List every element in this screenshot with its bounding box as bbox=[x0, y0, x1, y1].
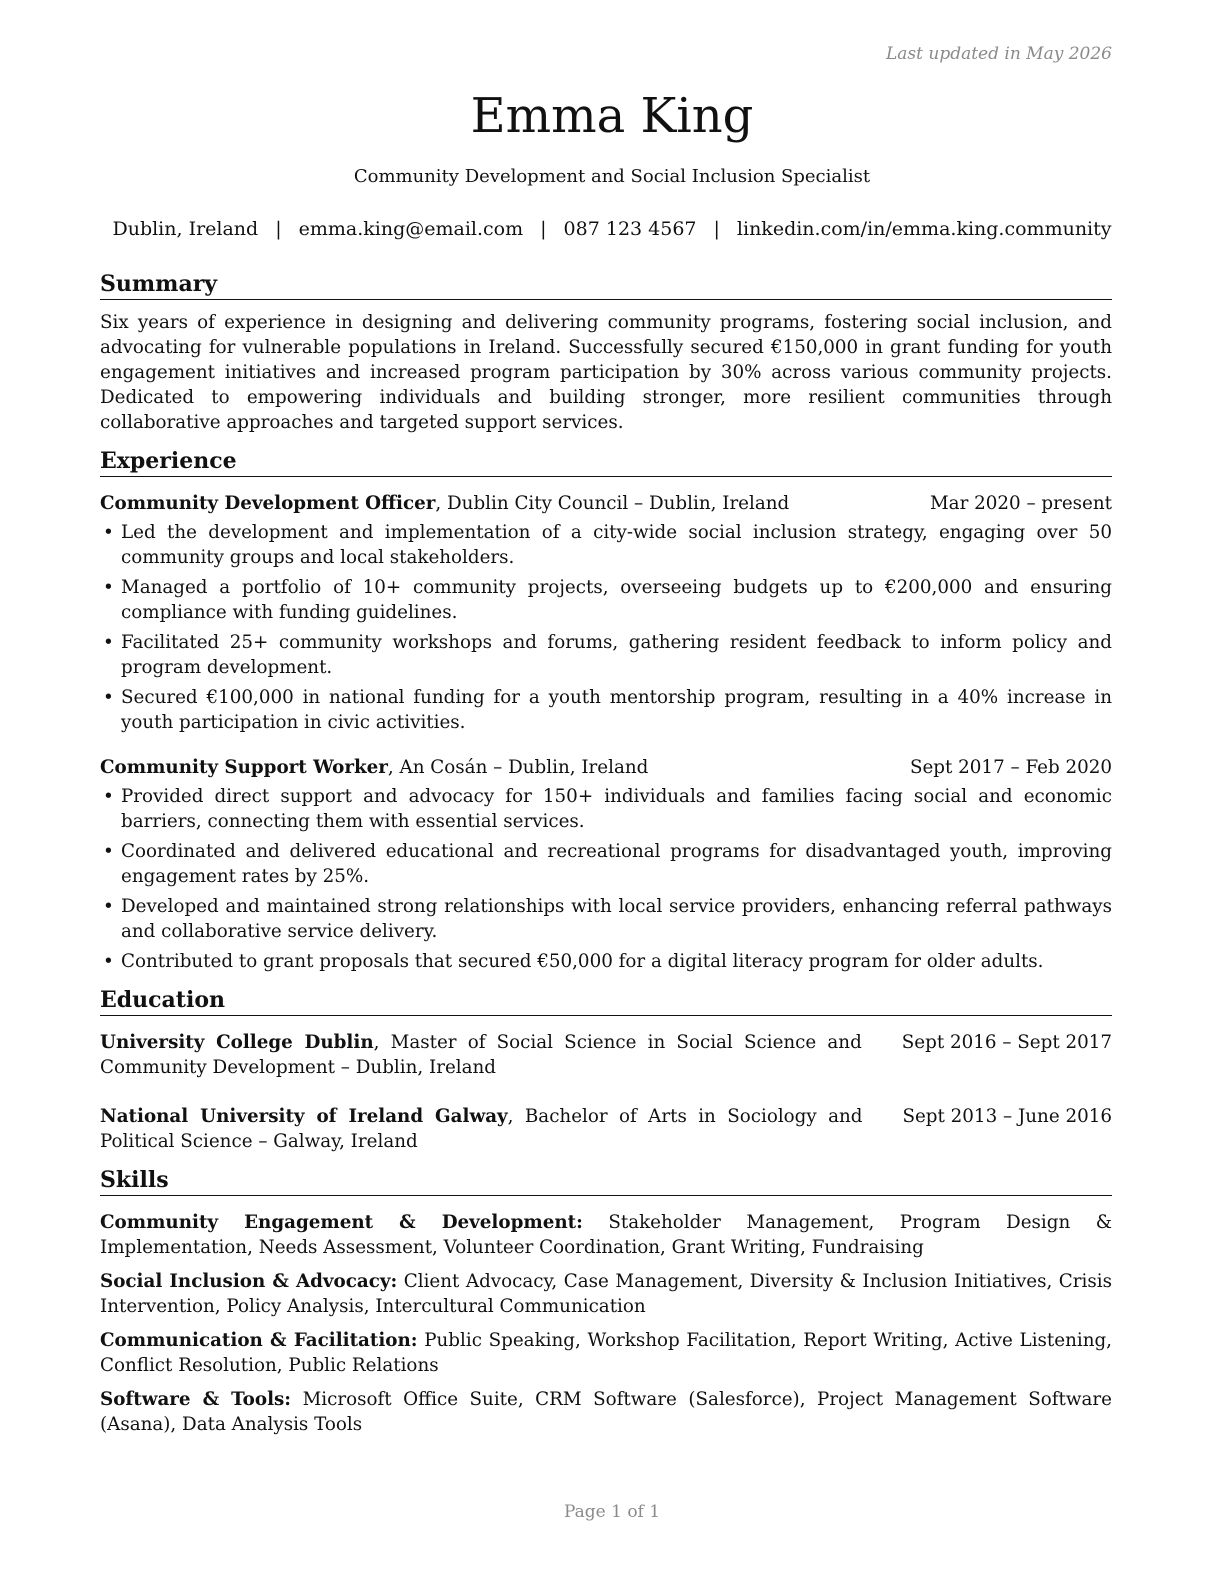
job-title-line bbox=[100, 755, 910, 780]
school-name: National University of Ireland Galway bbox=[100, 1106, 508, 1127]
job-entry bbox=[100, 755, 1112, 974]
job-dates: Mar 2020 – present bbox=[929, 493, 1112, 514]
bullet-text: Developed and maintained strong relationships with local service providers, enhancing referral pathways and collaborative service delivery. bbox=[121, 896, 1112, 942]
job-org: , An Cosán – Dublin, Ireland bbox=[387, 757, 649, 778]
education-title-line bbox=[100, 1030, 902, 1080]
contact-email[interactable]: emma.king@email.com bbox=[298, 218, 524, 240]
education-entry bbox=[100, 1104, 1112, 1154]
bullet-text: Secured €100,000 in national funding for a youth mentorship program, resulting in a 40% increase in youth participation in civic activities. bbox=[121, 687, 1112, 733]
skill-items: Microsoft Office Suite, CRM Software (Salesforce), Project Management Software (Asana), Data Analysis Tools bbox=[100, 1389, 1112, 1435]
skill-label: Communication & Facilitation: bbox=[100, 1330, 418, 1351]
contact-separator: | bbox=[275, 218, 282, 240]
skill-items: Public Speaking, Workshop Facilitation, Report Writing, Active Listening, Conflict Resolution, Public Relations bbox=[100, 1330, 1112, 1376]
job-bullets bbox=[100, 520, 1112, 735]
job-role: Community Development Officer bbox=[100, 493, 436, 514]
job-header bbox=[100, 491, 1112, 516]
bullet-text: Coordinated and delivered educational and recreational programs for disadvantaged youth, improving engagement rates by 25%. bbox=[121, 841, 1112, 887]
experience-section bbox=[100, 447, 1112, 974]
bullet-item bbox=[100, 949, 1112, 974]
bullet-text: Contributed to grant proposals that secured €50,000 for a digital literacy program for older adults. bbox=[121, 951, 1044, 972]
bullet-item bbox=[100, 575, 1112, 625]
school-name: University College Dublin bbox=[100, 1032, 374, 1053]
summary-text: Six years of experience in designing and delivering community programs, fostering social inclusion, and advocating for vulnerable populations in Ireland. Successfully secured €150,000 in grant funding for youth engagement initiatives and increased program participation by 30% across various community projects. Dedicated to empowering individuals and building stronger, more resilient communities through collaborative approaches and targeted support services. bbox=[100, 312, 1112, 433]
education-dates: Sept 2016 – Sept 2017 bbox=[901, 1032, 1112, 1053]
education-dates: Sept 2013 – June 2016 bbox=[902, 1106, 1112, 1127]
education-entry bbox=[100, 1030, 1112, 1080]
bullet-item bbox=[100, 520, 1112, 570]
last-updated-note: Last updated in May 2026 bbox=[885, 44, 1112, 64]
bullet-dot-icon: • bbox=[103, 786, 114, 807]
job-header bbox=[100, 755, 1112, 780]
bullet-text: Provided direct support and advocacy for 150+ individuals and families facing social and economic barriers, connecting them with essential services. bbox=[121, 786, 1112, 832]
bullet-dot-icon: • bbox=[103, 522, 114, 543]
bullet-item bbox=[100, 839, 1112, 889]
job-title-line bbox=[100, 491, 930, 516]
bullet-dot-icon: • bbox=[103, 687, 114, 708]
skill-items: Client Advocacy, Case Management, Diversity & Inclusion Initiatives, Crisis Intervention, Policy Analysis, Intercultural Communication bbox=[100, 1271, 1112, 1317]
bullet-text: Led the development and implementation of a city-wide social inclusion strategy, engaging over 50 community groups and local stakeholders. bbox=[121, 522, 1112, 568]
section-title-education: Education bbox=[100, 986, 1112, 1016]
bullet-text: Managed a portfolio of 10+ community projects, overseeing budgets up to €200,000 and ensuring compliance with funding guidelines. bbox=[121, 577, 1112, 623]
bullet-dot-icon: • bbox=[103, 841, 114, 862]
skill-group bbox=[100, 1328, 1112, 1378]
job-entry bbox=[100, 491, 1112, 735]
education-section bbox=[100, 986, 1112, 1154]
summary-section bbox=[100, 270, 1112, 435]
degree-detail: , Master of Social Science in Social Science and Community Development – Dublin, Ireland bbox=[100, 1032, 862, 1078]
bullet-dot-icon: • bbox=[103, 951, 114, 972]
contact-separator: | bbox=[713, 218, 720, 240]
skill-group bbox=[100, 1210, 1112, 1260]
skill-label: Software & Tools: bbox=[100, 1389, 292, 1410]
section-title-skills: Skills bbox=[100, 1166, 1112, 1196]
contact-phone[interactable]: 087 123 4567 bbox=[563, 218, 697, 240]
skill-group bbox=[100, 1269, 1112, 1319]
bullet-dot-icon: • bbox=[103, 577, 114, 598]
skill-items: Stakeholder Management, Program Design & Implementation, Needs Assessment, Volunteer Coordination, Grant Writing, Fundraising bbox=[100, 1212, 1113, 1258]
bullet-dot-icon: • bbox=[103, 896, 114, 917]
bullet-item bbox=[100, 685, 1112, 735]
bullet-text: Facilitated 25+ community workshops and forums, gathering resident feedback to inform policy and program development. bbox=[121, 632, 1112, 678]
job-bullets bbox=[100, 784, 1112, 974]
page-number: Page 1 of 1 bbox=[563, 1502, 661, 1522]
resume-content bbox=[100, 270, 1112, 1437]
skill-label: Community Engagement & Development: bbox=[100, 1212, 583, 1233]
contact-separator: | bbox=[540, 218, 547, 240]
contact-linkedin[interactable]: linkedin.com/in/emma.king.community bbox=[736, 218, 1112, 240]
bullet-item bbox=[100, 630, 1112, 680]
bullet-dot-icon: • bbox=[103, 632, 114, 653]
job-dates: Sept 2017 – Feb 2020 bbox=[909, 757, 1112, 778]
degree-detail: , Bachelor of Arts in Sociology and Political Science – Galway, Ireland bbox=[100, 1106, 863, 1152]
contact-location: Dublin, Ireland bbox=[112, 218, 259, 240]
bullet-item bbox=[100, 784, 1112, 834]
job-role: Community Support Worker bbox=[100, 757, 388, 778]
skill-group bbox=[100, 1387, 1112, 1437]
candidate-name: Emma King bbox=[470, 88, 754, 144]
section-title-summary: Summary bbox=[100, 270, 1112, 300]
headline: Community Development and Social Inclusion Specialist bbox=[353, 166, 871, 187]
section-title-experience: Experience bbox=[100, 447, 1112, 477]
contact-line bbox=[0, 218, 1224, 240]
skill-label: Social Inclusion & Advocacy: bbox=[100, 1271, 398, 1292]
education-title-line bbox=[100, 1104, 902, 1154]
skills-section bbox=[100, 1166, 1112, 1437]
job-org: , Dublin City Council – Dublin, Ireland bbox=[435, 493, 790, 514]
bullet-item bbox=[100, 894, 1112, 944]
